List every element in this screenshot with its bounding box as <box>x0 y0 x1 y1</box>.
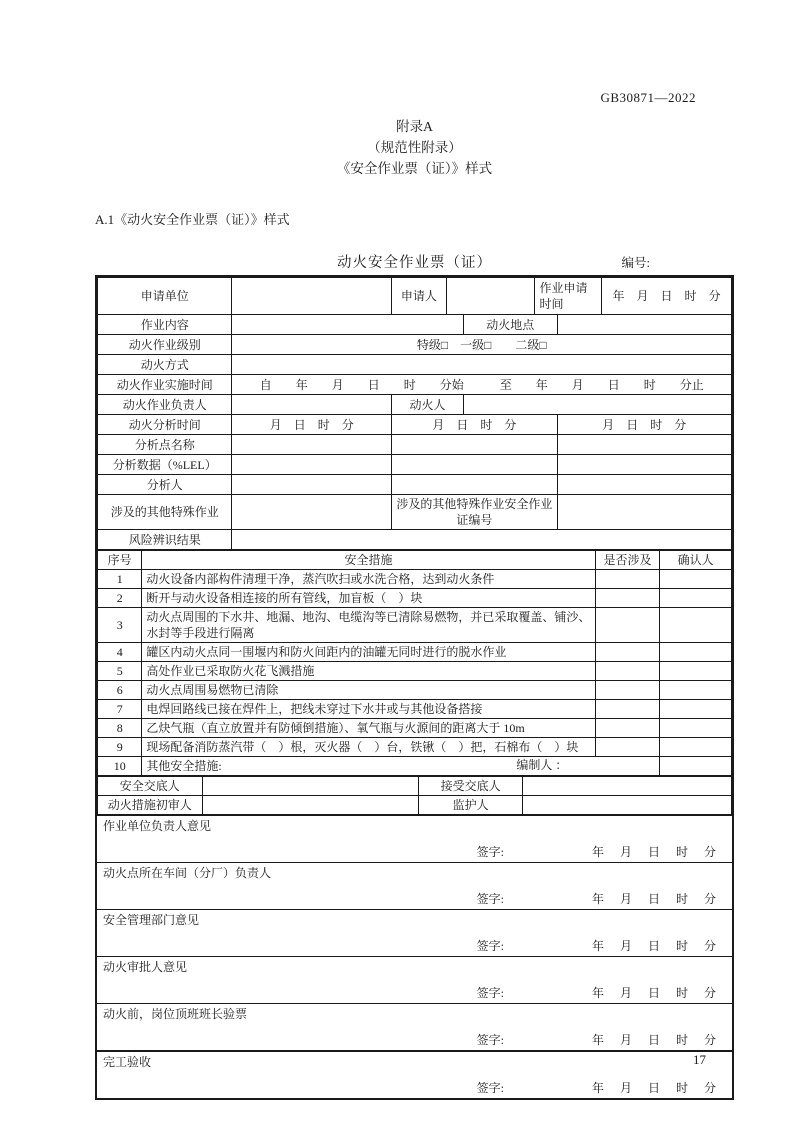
sign-label: 签字: <box>476 845 504 859</box>
measure-no: 6 <box>98 681 142 700</box>
measure-no: 2 <box>98 589 142 608</box>
sign-label: 签字: <box>476 939 504 953</box>
signature-row <box>97 1080 732 1096</box>
other-special-work-label: 涉及的其他特殊作业 <box>98 495 232 530</box>
fire-manager-label: 动火作业负责人 <box>98 395 232 415</box>
approval-title: 完工验收 <box>103 1055 152 1069</box>
signature-row <box>97 985 732 1001</box>
measure-text: 电焊回路线已接在焊件上，把线未穿过下水井或与其他设备搭接 <box>142 700 595 719</box>
measure-text: 动火点周围的下水井、地漏、地沟、电缆沟等已清除易燃物，并已采取覆盖、铺沙、水封等手段进行隔离 <box>142 608 595 643</box>
analysis-data-2 <box>392 455 557 475</box>
measure-text: 高处作业已采取防火花飞溅措施 <box>142 662 595 681</box>
approval-section-approver <box>97 956 732 1003</box>
measures-col-confirmer: 确认人 <box>660 551 732 570</box>
appendix-heading <box>95 116 734 179</box>
appendix-label: 附录A <box>396 119 433 134</box>
measure-text: 乙炔气瓶（直立放置并有防倾倒措施）、氧气瓶与火源间的距离大于 10m <box>142 719 595 738</box>
sign-label: 签字: <box>476 892 504 906</box>
approval-section-shift-leader-check <box>97 1003 732 1050</box>
analysis-time-3: 月 日 时 分 <box>557 415 731 435</box>
other-special-cert-label: 涉及的其他特殊作业安全作业证编号 <box>392 495 557 530</box>
measure-no: 5 <box>98 662 142 681</box>
signature-row <box>97 891 732 907</box>
other-special-cert-field <box>557 495 731 530</box>
other-measures-label: 其他安全措施: <box>146 759 222 773</box>
measure-confirmer-cell <box>660 643 732 662</box>
analysis-point-1 <box>232 435 392 455</box>
implement-time-label: 动火作业实施时间 <box>98 375 232 395</box>
measure-involved-cell <box>595 700 660 719</box>
analyst-label: 分析人 <box>98 475 232 495</box>
approval-section-safety-dept <box>97 909 732 956</box>
measure-no: 1 <box>98 570 142 589</box>
measure-no: 9 <box>98 738 142 757</box>
info-table <box>97 277 732 550</box>
fire-location-label: 动火地点 <box>463 315 557 335</box>
handover-table <box>97 776 732 815</box>
applicant-label: 申请人 <box>392 278 447 315</box>
safety-discloser-field <box>202 777 419 796</box>
form-title-row <box>95 251 734 271</box>
implement-time-field: 自 年 月 日 时 分始 至 年 月 日 时 分止 <box>232 375 732 395</box>
fire-operator-label: 动火人 <box>392 395 464 415</box>
apply-time-label: 作业申请时间 <box>535 278 602 315</box>
initial-reviewer-field <box>202 796 419 815</box>
sign-datetime: 年 月 日 时 分 <box>591 1033 718 1047</box>
guardian-label: 监护人 <box>419 796 522 815</box>
approval-title: 动火前，岗位顶班班长验票 <box>103 1007 248 1021</box>
disclosure-receiver-field <box>522 777 731 796</box>
initial-reviewer-label: 动火措施初审人 <box>98 796 203 815</box>
measure-no: 10 <box>98 757 142 776</box>
sign-datetime: 年 月 日 时 分 <box>591 986 718 1000</box>
fire-manager-field <box>232 395 392 415</box>
analysis-data-1 <box>232 455 392 475</box>
approval-section-unit-manager <box>97 815 732 862</box>
measures-col-measure: 安全措施 <box>142 551 595 570</box>
fire-operator-field <box>463 395 731 415</box>
standard-code: GB30871—2022 <box>600 90 696 105</box>
measure-no: 8 <box>98 719 142 738</box>
measure-confirmer-cell <box>660 662 732 681</box>
applicant-unit-field <box>232 278 392 315</box>
measure-involved-cell <box>595 570 660 589</box>
analysis-point-label: 分析点名称 <box>98 435 232 455</box>
measure-text: 动火设备内部构件清理干净，蒸汽吹扫或水洗合格，达到动火条件 <box>142 570 595 589</box>
fire-method-field <box>232 355 732 375</box>
fire-level-label: 动火作业级别 <box>98 335 232 355</box>
signature-row <box>97 1032 732 1048</box>
measure-involved-cell <box>595 608 660 643</box>
disclosure-receiver-label: 接受交底人 <box>419 777 522 796</box>
measure-confirmer-cell <box>660 570 732 589</box>
sign-datetime: 年 月 日 时 分 <box>591 892 718 906</box>
sign-datetime: 年 月 日 时 分 <box>591 845 718 859</box>
analysis-point-3 <box>557 435 731 455</box>
measure-text: 现场配备消防蒸汽带（ ）根，灭火器（ ）台，铁锹（ ）把，石棉布（ ）块 <box>142 738 595 757</box>
guardian-field <box>522 796 731 815</box>
fire-method-label: 动火方式 <box>98 355 232 375</box>
risk-result-field <box>232 530 732 550</box>
applicant-unit-label: 申请单位 <box>98 278 232 315</box>
measure-no: 7 <box>98 700 142 719</box>
measure-confirmer-cell <box>660 681 732 700</box>
form-title: 动火安全作业票（证） <box>337 255 492 271</box>
measures-col-no: 序号 <box>98 551 142 570</box>
sign-label: 签字: <box>476 1033 504 1047</box>
measure-involved-cell <box>595 738 660 757</box>
fire-level-options: 特级□ 一级□ 二级□ <box>232 335 732 355</box>
analysis-time-1: 月 日 时 分 <box>232 415 392 435</box>
signature-row <box>97 938 732 954</box>
other-special-work-field <box>232 495 392 530</box>
signature-row <box>97 844 732 860</box>
fire-location-field <box>557 315 731 335</box>
measure-text: 断开与动火设备相连接的所有管线，加盲板（ ）块 <box>142 589 595 608</box>
measure-involved-cell <box>595 589 660 608</box>
measure-confirmer-cell <box>660 589 732 608</box>
measure-no: 4 <box>98 643 142 662</box>
page-number: 17 <box>693 1052 706 1067</box>
other-measures-cell <box>142 757 660 776</box>
measure-confirmer-cell <box>660 608 732 643</box>
measures-col-involved: 是否涉及 <box>595 551 660 570</box>
form-number-label: 编号: <box>621 256 650 270</box>
sign-label: 签字: <box>476 1081 504 1095</box>
approval-title: 作业单位负责人意见 <box>103 819 212 833</box>
analysis-time-label: 动火分析时间 <box>98 415 232 435</box>
sign-datetime: 年 月 日 时 分 <box>591 939 718 953</box>
appendix-note: （规范性附录） <box>367 140 462 155</box>
measure-text: 罐区内动火点同一围堰内和防火间距内的油罐无同时进行的脱水作业 <box>142 643 595 662</box>
measure-involved-cell <box>595 643 660 662</box>
risk-result-label: 风险辨识结果 <box>98 530 232 550</box>
sign-label: 签字: <box>476 986 504 1000</box>
analyst-1 <box>232 475 392 495</box>
measure-confirmer-cell <box>660 719 732 738</box>
measure-involved-cell <box>595 662 660 681</box>
analysis-data-3 <box>557 455 731 475</box>
analysis-point-2 <box>392 435 557 455</box>
measure-involved-cell <box>595 681 660 700</box>
applicant-field <box>446 278 535 315</box>
approval-section-workshop-manager <box>97 862 732 909</box>
section-heading: A.1《动火安全作业票（证）》样式 <box>95 212 290 227</box>
sign-datetime: 年 月 日 时 分 <box>591 1081 718 1095</box>
measure-text: 动火点周围易燃物已清除 <box>142 681 595 700</box>
analysis-time-2: 月 日 时 分 <box>392 415 557 435</box>
approval-title: 动火审批人意见 <box>103 960 188 974</box>
measure-no: 3 <box>98 608 142 643</box>
compiler-label: 编制人 ： <box>516 758 568 772</box>
document-page <box>95 90 734 1100</box>
approval-title: 安全管理部门意见 <box>103 913 200 927</box>
measure-confirmer-cell <box>660 757 732 776</box>
safety-discloser-label: 安全交底人 <box>98 777 203 796</box>
apply-time-field: 年 月 日 时 分 <box>602 278 732 315</box>
approval-section-completion-acceptance <box>97 1050 732 1098</box>
permit-form <box>95 275 734 1100</box>
appendix-title: 《安全作业票（证）》样式 <box>336 161 493 176</box>
analyst-3 <box>557 475 731 495</box>
analysis-data-label: 分析数据（%LEL） <box>98 455 232 475</box>
measure-confirmer-cell <box>660 738 732 757</box>
work-content-field <box>232 315 463 335</box>
measure-involved-cell <box>595 719 660 738</box>
measures-table <box>97 550 732 776</box>
measure-confirmer-cell <box>660 700 732 719</box>
approval-title: 动火点所在车间（分厂）负责人 <box>103 866 272 880</box>
work-content-label: 作业内容 <box>98 315 232 335</box>
analyst-2 <box>392 475 557 495</box>
